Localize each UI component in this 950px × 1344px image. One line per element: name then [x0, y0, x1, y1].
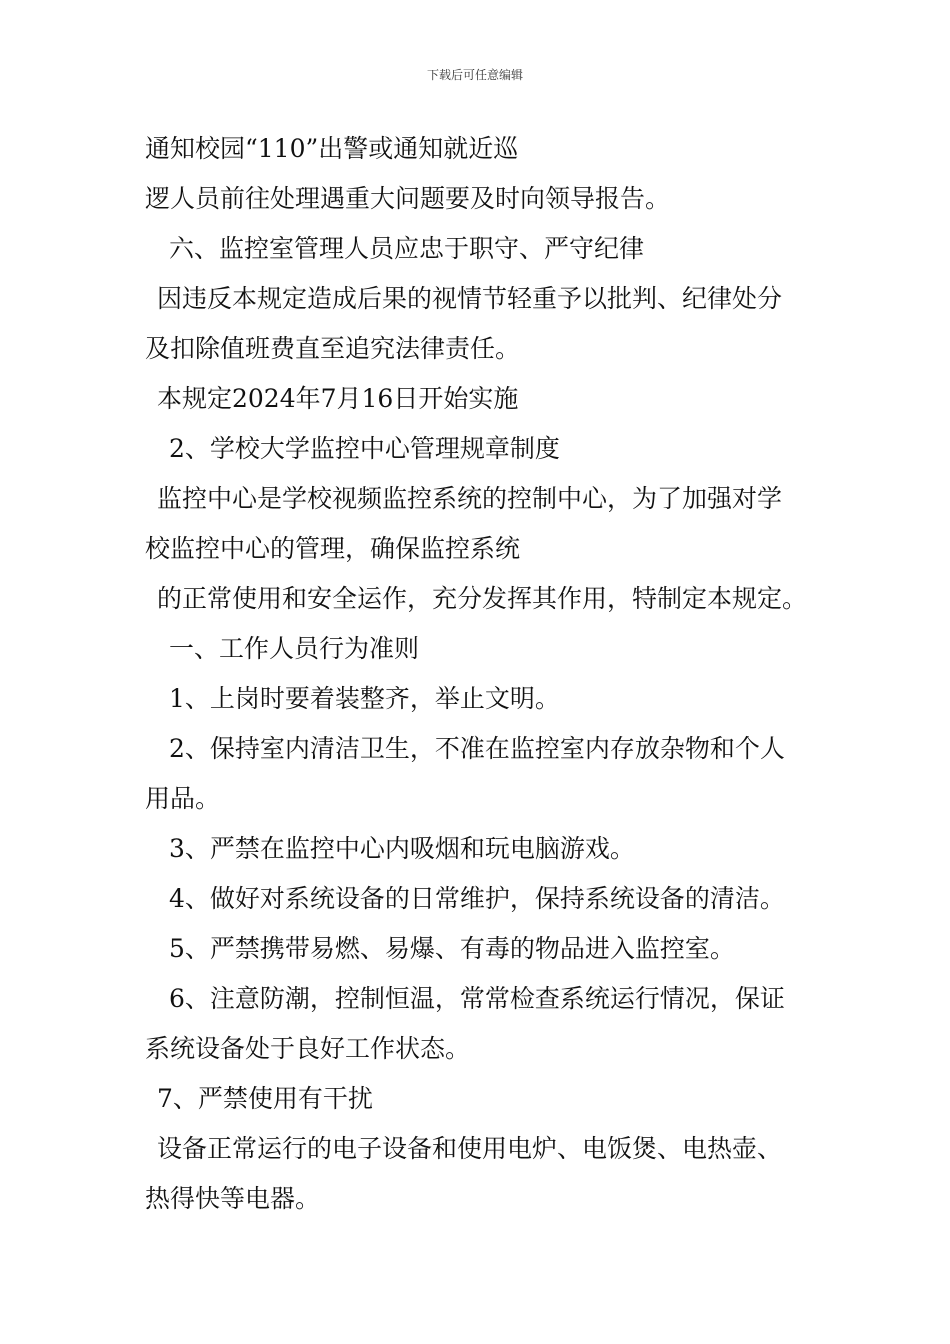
paragraph-line: 热得快等电器。	[145, 1184, 321, 1213]
paragraph-line: 系统设备处于良好工作状态。	[145, 1034, 471, 1063]
list-item: 1、上岗时要着装整齐，举止文明。	[169, 684, 560, 713]
paragraph-line: 通知校园“110”出警或通知就近巡	[145, 134, 519, 163]
paragraph-line: 校监控中心的管理，确保监控系统	[145, 534, 521, 563]
paragraph-line: 的正常使用和安全运作，充分发挥其作用，特制定本规定。	[157, 584, 808, 613]
paragraph-line: 及扣除值班费直至追究法律责任。	[145, 334, 521, 363]
paragraph-line: 监控中心是学校视频监控系统的控制中心，为了加强对学	[157, 484, 783, 513]
list-item: 7、严禁使用有干扰	[157, 1084, 373, 1113]
paragraph-line: 因违反本规定造成后果的视情节轻重予以批判、纪律处分	[157, 284, 783, 313]
section-heading: 2、学校大学监控中心管理规章制度	[169, 434, 560, 463]
section-heading: 一、工作人员行为准则	[169, 634, 420, 663]
list-item: 3、严禁在监控中心内吸烟和玩电脑游戏。	[169, 834, 635, 863]
list-item: 4、做好对系统设备的日常维护，保持系统设备的清洁。	[169, 884, 785, 913]
list-item: 2、保持室内清洁卫生，不准在监控室内存放杂物和个人	[169, 734, 785, 763]
list-item: 6、注意防潮，控制恒温，常常检查系统运行情况，保证	[169, 984, 785, 1013]
list-item: 5、严禁携带易燃、易爆、有毒的物品进入监控室。	[169, 934, 735, 963]
paragraph-line: 逻人员前往处理遇重大问题要及时向领导报告。	[145, 184, 671, 213]
paragraph-line: 设备正常运行的电子设备和使用电炉、电饭煲、电热壶、	[157, 1134, 783, 1163]
section-heading: 六、监控室管理人员应忠于职守、严守纪律	[169, 234, 645, 263]
header-note: 下载后可任意编辑	[426, 68, 523, 82]
paragraph-line: 本规定2024年7月16日开始实施	[157, 384, 519, 413]
document-body	[145, 124, 825, 1224]
paragraph-line: 用品。	[145, 784, 221, 813]
